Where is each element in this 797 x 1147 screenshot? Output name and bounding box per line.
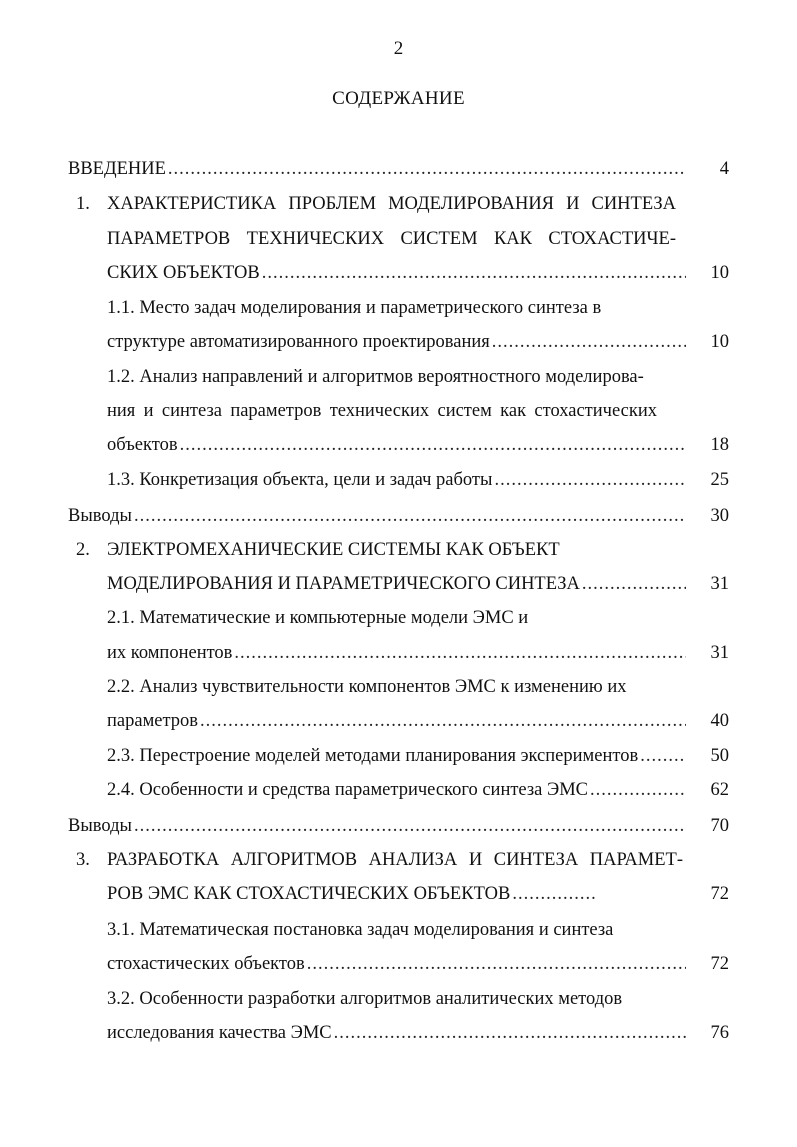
dot-leader	[582, 571, 686, 597]
dot-leader	[640, 743, 686, 769]
dot-leader	[307, 951, 686, 977]
dot-leader	[134, 503, 686, 529]
section-title-line: стохастических объектов	[107, 954, 305, 974]
toc-entry-chapter-2[interactable]	[107, 571, 688, 597]
toc-entry-section-1-3[interactable]	[107, 467, 688, 493]
chapter-title-line: ХАРАКТЕРИСТИКА ПРОБЛЕМ МОДЕЛИРОВАНИЯ И СИНТЕЗА	[107, 194, 676, 214]
section-title-line: параметров	[107, 711, 199, 731]
toc-entry-section-2-4[interactable]	[107, 777, 688, 803]
toc-page-number: 10	[710, 263, 729, 283]
section-title-line: 1.3. Конкретизация объекта, цели и задач работы	[107, 470, 493, 490]
toc-entry-section-3-1[interactable]	[107, 951, 688, 977]
toc-page-number: 72	[710, 884, 729, 904]
chapter-title-line: РАЗРАБОТКА АЛГОРИТМОВ АНАЛИЗА И СИНТЕЗА ПАРАМЕТ-	[107, 850, 683, 870]
toc-entry-intro[interactable]	[68, 156, 688, 182]
toc-entry-section-1-2[interactable]	[107, 432, 688, 458]
chapter-number: 2.	[76, 540, 90, 560]
dot-leader	[262, 260, 686, 286]
section-title-line: исследования качества ЭМС	[107, 1023, 332, 1043]
section-title-line: структуре автоматизированного проектирования	[107, 332, 490, 352]
section-title-line: 3.1. Математическая постановка задач моделирования и синтеза	[107, 920, 614, 940]
chapter-title-line: РОВ ЭМС КАК СТОХАСТИЧЕСКИХ ОБЪЕКТОВ	[107, 884, 511, 904]
dot-leader	[512, 881, 595, 907]
section-title-line: 2.3. Перестроение моделей методами планирования экспериментов	[107, 746, 639, 766]
chapter-number: 3.	[76, 850, 90, 870]
dot-leader	[494, 467, 686, 493]
dot-leader	[234, 640, 686, 666]
toc-entry-label: Выводы	[68, 816, 132, 836]
toc-entry-section-1-1[interactable]	[107, 329, 688, 355]
section-title-line: 1.1. Место задач моделирования и параметрического синтеза в	[107, 298, 602, 318]
toc-page-number: 50	[710, 746, 729, 766]
section-title-line: ния и синтеза параметров технических систем как стохастических	[107, 401, 657, 421]
dot-leader	[200, 708, 686, 734]
section-title-line: объектов	[107, 435, 178, 455]
toc-entry-label: ВВЕДЕНИЕ	[68, 159, 166, 179]
toc-entry-section-2-3[interactable]	[107, 743, 688, 769]
section-title-line: 2.2. Анализ чувствительности компонентов ЭМС к изменению их	[107, 677, 627, 697]
dot-leader	[492, 329, 686, 355]
toc-entry-chapter-1[interactable]	[107, 260, 688, 286]
toc-entry-section-2-1[interactable]	[107, 640, 688, 666]
section-title-line: 2.1. Математические и компьютерные модели ЭМС и	[107, 608, 529, 628]
toc-entry-section-2-2[interactable]	[107, 708, 688, 734]
dot-leader	[334, 1020, 686, 1046]
dot-leader	[168, 156, 686, 182]
dot-leader	[180, 432, 686, 458]
section-title-line: 2.4. Особенности и средства параметрического синтеза ЭМС	[107, 780, 589, 800]
chapter-title-line: СКИХ ОБЪЕКТОВ	[107, 263, 260, 283]
toc-entry-section-3-2[interactable]	[107, 1020, 688, 1046]
page-number: 2	[393, 38, 404, 59]
toc-page-number: 31	[710, 574, 729, 594]
toc-page-number: 76	[710, 1023, 729, 1043]
toc-page-number: 4	[719, 159, 729, 179]
section-title-line: их компонентов	[107, 643, 233, 663]
toc-page-number: 30	[710, 506, 729, 526]
toc-page-number: 40	[710, 711, 729, 731]
page-title: СОДЕРЖАНИЕ	[332, 88, 465, 109]
chapter-title-line: ЭЛЕКТРОМЕХАНИЧЕСКИЕ СИСТЕМЫ КАК ОБЪЕКТ	[107, 540, 560, 560]
toc-page-number: 62	[710, 780, 729, 800]
chapter-number: 1.	[76, 194, 90, 214]
section-title-line: 1.2. Анализ направлений и алгоритмов вероятностного моделирова-	[107, 367, 644, 387]
toc-page-number: 10	[710, 332, 729, 352]
chapter-title-line: МОДЕЛИРОВАНИЯ И ПАРАМЕТРИЧЕСКОГО СИНТЕЗА	[107, 574, 580, 594]
section-title-line: 3.2. Особенности разработки алгоритмов аналитических методов	[107, 989, 623, 1009]
toc-page-number: 18	[710, 435, 729, 455]
toc-entry-label: Выводы	[68, 506, 132, 526]
toc-entry-conclusions-2[interactable]	[68, 813, 688, 839]
toc-page-number: 25	[710, 470, 729, 490]
toc-page-number: 72	[710, 954, 729, 974]
toc-page-number: 31	[710, 643, 729, 663]
toc-entry-conclusions-1[interactable]	[68, 503, 688, 529]
toc-page-number: 70	[710, 816, 729, 836]
dot-leader	[134, 813, 686, 839]
dot-leader	[590, 777, 686, 803]
toc-entry-chapter-3[interactable]	[107, 881, 597, 907]
chapter-title-line: ПАРАМЕТРОВ ТЕХНИЧЕСКИХ СИСТЕМ КАК СТОХАСТИЧЕ-	[107, 229, 676, 249]
